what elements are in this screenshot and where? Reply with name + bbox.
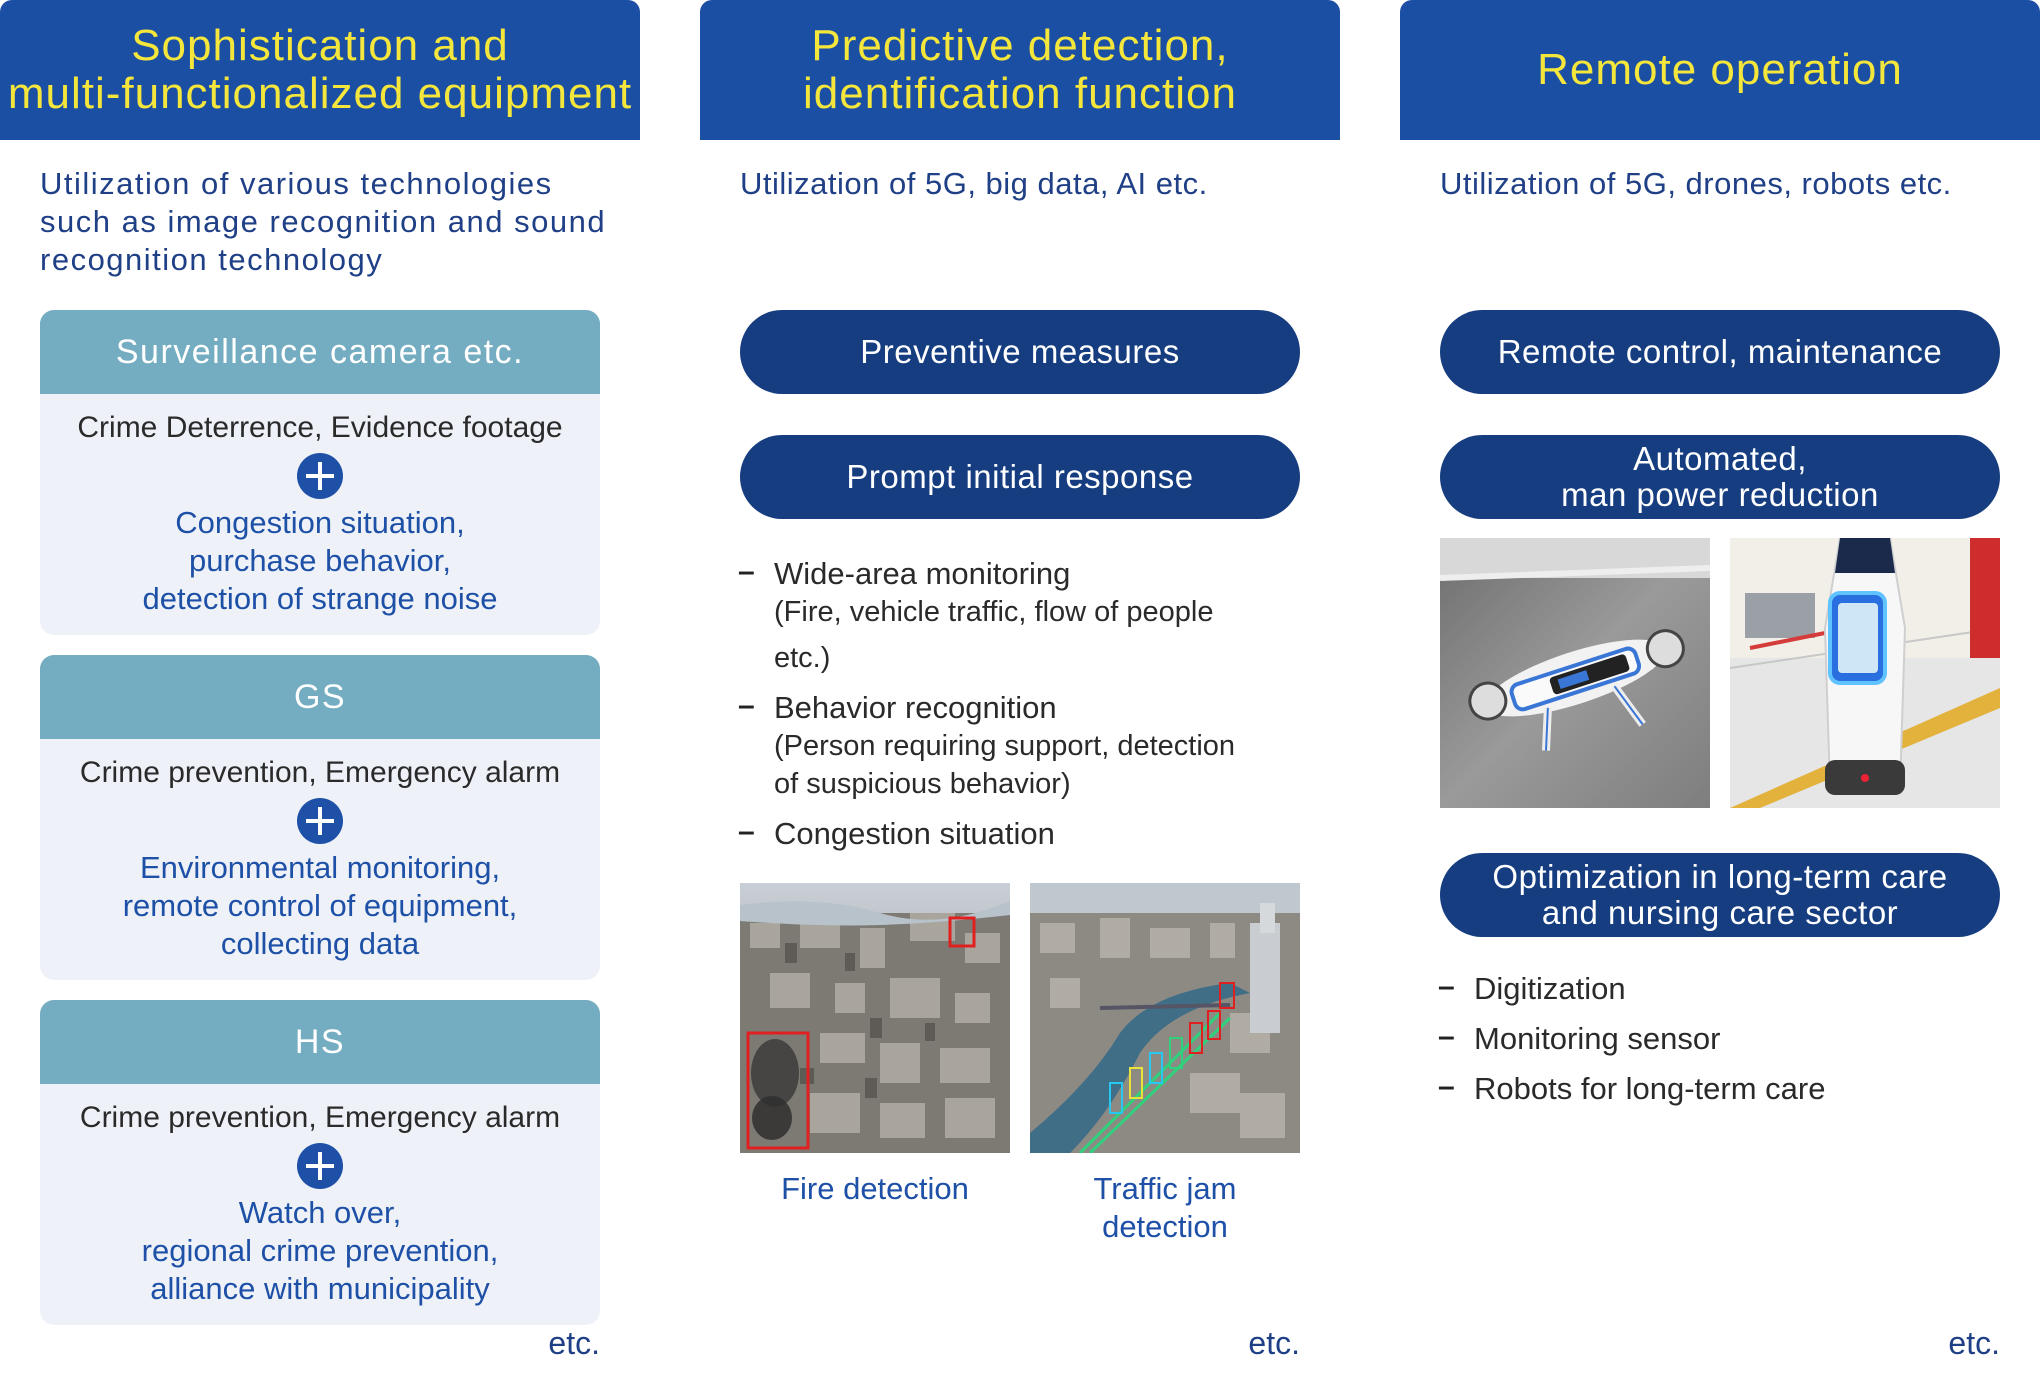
bullet-main: Digitization <box>1474 971 1626 1006</box>
pill-optimization-care: Optimization in long-term care and nursing care sector <box>1440 853 2000 937</box>
image-caption: Fire detection <box>781 1171 969 1206</box>
header-title: Remote operation <box>1537 45 1903 94</box>
bullet-sub: (Fire, vehicle traffic, flow of people <box>774 596 1214 628</box>
box-base-function: Crime prevention, Emergency alarm <box>79 756 561 789</box>
pill-remote-control: Remote control, maintenance <box>1440 310 2000 394</box>
column-subtitle: Utilization of 5G, big data, AI etc. <box>740 166 1208 201</box>
box-added-function: Environmental monitoring, remote control of equipment, collecting data <box>122 850 518 961</box>
etc-label: etc. <box>548 1325 600 1361</box>
security-robot-photo-icon <box>1730 538 2000 808</box>
header-title: Predictive detection, identification function <box>803 21 1237 118</box>
list-item <box>738 815 1318 853</box>
bullet-main: Wide-area monitoring <box>774 556 1071 591</box>
column-subtitle: Utilization of 5G, drones, robots etc. <box>1440 166 1952 201</box>
etc-label: etc. <box>1948 1325 2000 1361</box>
bullet-list <box>1438 970 2018 1108</box>
column-equipment <box>0 0 640 1400</box>
header-title: Sophistication and multi-functionalized equipment <box>7 21 633 118</box>
gs-box <box>40 655 600 980</box>
bullet-main: Congestion situation <box>774 816 1055 851</box>
pill-automated: Automated, man power reduction <box>1440 435 2000 519</box>
box-added-function: Congestion situation, purchase behavior, detection of strange noise <box>142 505 498 616</box>
bullet-main: Behavior recognition <box>774 690 1057 725</box>
list-item <box>1438 1020 2018 1058</box>
bullet-sub: etc.) <box>774 642 831 674</box>
box-title: Surveillance camera etc. <box>40 310 600 394</box>
bullet-main: Monitoring sensor <box>1474 1021 1721 1056</box>
bullet-dash: – <box>738 555 755 588</box>
box-base-function: Crime Deterrence, Evidence footage <box>77 411 563 444</box>
box-title: GS <box>40 655 600 739</box>
plus-icon <box>296 452 344 500</box>
bullet-sub: of suspicious behavior) <box>774 768 1071 800</box>
traffic-jam-photo-icon <box>1030 883 1300 1153</box>
column-header <box>700 0 1340 140</box>
fire-detection-photo-icon <box>740 883 1010 1153</box>
pill-preventive-measures: Preventive measures <box>740 310 1300 394</box>
plus-icon <box>296 797 344 845</box>
bullet-dash: – <box>738 689 755 722</box>
bullet-dash: – <box>1438 970 1455 1003</box>
bullet-dash: – <box>1438 1070 1455 1103</box>
bullet-main: Robots for long-term care <box>1474 1071 1826 1106</box>
image-caption: Traffic jam detection <box>1093 1171 1237 1244</box>
list-item <box>738 689 1318 803</box>
hs-box <box>40 1000 600 1325</box>
list-item <box>738 555 1318 677</box>
plus-icon <box>296 1142 344 1190</box>
bullet-list <box>738 555 1318 853</box>
box-title: HS <box>40 1000 600 1084</box>
list-item <box>1438 970 2018 1008</box>
list-item <box>1438 1070 2018 1108</box>
drone-photo-icon <box>1440 538 1710 808</box>
bullet-sub: (Person requiring support, detection <box>774 730 1236 762</box>
column-header <box>0 0 640 140</box>
box-base-function: Crime prevention, Emergency alarm <box>79 1101 561 1134</box>
column-predictive <box>700 0 1340 1400</box>
box-added-function: Watch over, regional crime prevention, alliance with municipality <box>141 1195 499 1306</box>
surveillance-camera-box <box>40 310 600 635</box>
bullet-dash: – <box>1438 1020 1455 1053</box>
bullet-dash: – <box>738 815 755 848</box>
etc-label: etc. <box>1248 1325 1300 1361</box>
column-header <box>1400 0 2040 140</box>
pill-prompt-initial-response: Prompt initial response <box>740 435 1300 519</box>
column-subtitle: Utilization of various technologies such as image recognition and sound recognition technology <box>40 166 607 277</box>
column-remote <box>1400 0 2040 1400</box>
